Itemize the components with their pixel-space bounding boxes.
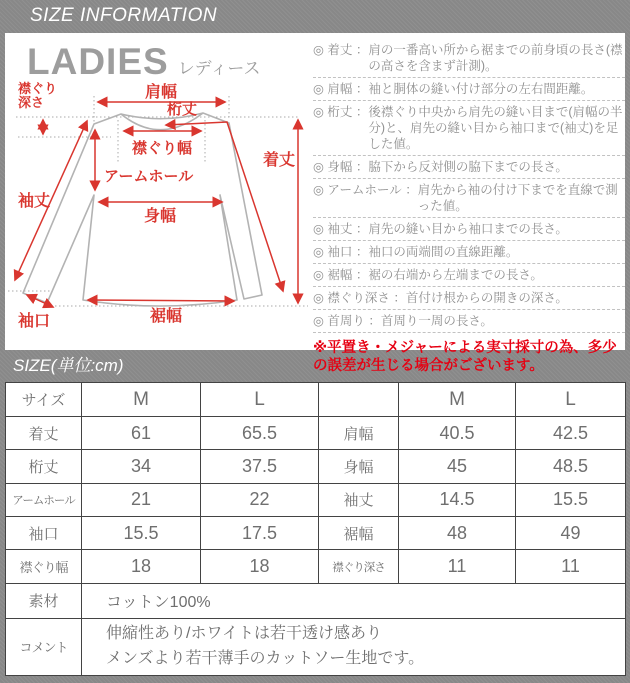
garment-diagram <box>8 80 310 346</box>
cell-value: 18 <box>82 550 201 583</box>
row-label: 裾幅 <box>319 517 399 550</box>
definition-description: 裾の右端から左端までの長さ。 <box>368 268 543 282</box>
measurement-note: ※平置き・メジャーによる実寸採寸の為、多少の誤差が生じる場合がございます。 <box>313 340 617 374</box>
measure-arrows <box>15 102 298 307</box>
comment-row <box>6 618 626 675</box>
table-row <box>6 417 626 450</box>
row-label: 袖丈 <box>319 483 399 516</box>
guide-lines <box>8 96 308 306</box>
definition-item <box>313 39 625 78</box>
header-cell <box>319 383 399 417</box>
cell-value: 11 <box>516 550 626 583</box>
table-row <box>6 483 626 516</box>
cell-value: 42.5 <box>516 417 626 450</box>
cell-value: 34 <box>82 450 201 483</box>
size-table-body <box>6 417 626 584</box>
cell-value: 14.5 <box>399 483 516 516</box>
comment-label: コメント <box>6 618 82 675</box>
cell-value: 11 <box>399 550 516 583</box>
cell-value: 15.5 <box>516 483 626 516</box>
comment-value <box>82 618 626 675</box>
cell-value: 22 <box>201 483 319 516</box>
definition-term: ◎ 肩幅 ： <box>313 82 369 96</box>
cell-value: 65.5 <box>201 417 319 450</box>
definition-item <box>313 179 625 218</box>
label-hem-width: 裾幅 <box>149 308 183 325</box>
definition-term: ◎ 首周り ： <box>313 314 381 328</box>
comment-line-1: 伸縮性あり/ホワイトは若干透け感あり <box>106 625 382 643</box>
cell-value: 61 <box>82 417 201 450</box>
label-body-width: 身幅 <box>143 208 177 225</box>
definition-item <box>313 310 625 333</box>
cell-value: 49 <box>516 517 626 550</box>
definition-description: 袖口の両端間の直線距離。 <box>368 245 519 259</box>
cell-value: 40.5 <box>399 417 516 450</box>
label-neck-depth-2: 深さ <box>18 95 45 110</box>
definition-term: ◎ 身幅 ： <box>313 160 369 174</box>
definition-item <box>313 287 625 310</box>
table-row <box>6 550 626 583</box>
definition-term: ◎ 襟ぐり深さ ： <box>313 291 406 305</box>
label-sleeve-total: 桁丈 <box>166 101 198 118</box>
definition-term: ◎ 袖丈 ： <box>313 222 369 236</box>
header-cell: M <box>82 383 201 417</box>
definition-description: 肩先から袖の付け下までを直線で測った値。 <box>417 183 618 213</box>
cell-value: 21 <box>82 483 201 516</box>
ladies-subtitle: レディース <box>177 59 261 78</box>
cell-value: 17.5 <box>201 517 319 550</box>
comment-line-2: メンズより若干薄手のカットソー生地です。 <box>106 649 425 667</box>
definition-description: 首付け根からの開きの深さ。 <box>405 291 568 305</box>
definition-description: 肩の一番高い所から裾までの前身頃の長さ(襟の高さを含まず計測)。 <box>368 43 623 73</box>
definition-item <box>313 156 625 179</box>
definition-term: ◎ 袖口 ： <box>313 245 369 259</box>
definition-term: ◎ アームホール ： <box>313 183 418 197</box>
cell-value: 15.5 <box>82 517 201 550</box>
label-neck-depth-1: 襟ぐり <box>18 81 58 96</box>
ladies-title: LADIES <box>27 41 169 82</box>
cell-value: 18 <box>201 550 319 583</box>
definition-description: 肩先の縫い目から袖口までの長さ。 <box>368 222 568 236</box>
row-label: 桁丈 <box>6 450 82 483</box>
row-label: 肩幅 <box>319 417 399 450</box>
label-shoulder-width: 肩幅 <box>144 84 178 101</box>
definition-description: 首周り一周の長さ。 <box>380 314 493 328</box>
definition-description: 袖と胴体の縫い付け部分の左右間距離。 <box>368 82 594 96</box>
row-label: 袖口 <box>6 517 82 550</box>
definition-description: 後襟ぐり中央から肩先の縫い目まで(肩幅の半分)と、肩先の縫い目から袖口まで(袖丈)を足した値。 <box>368 105 623 151</box>
row-label: 襟ぐり幅 <box>6 550 82 583</box>
definition-term: ◎ 桁丈 ： <box>313 105 369 119</box>
cell-value: 48 <box>399 517 516 550</box>
definitions-list <box>313 39 625 333</box>
label-neck-width: 襟ぐり幅 <box>131 140 193 157</box>
definition-item <box>313 78 625 101</box>
size-section-title: SIZE(単位:cm) <box>13 356 124 375</box>
definitions-panel <box>313 39 625 375</box>
material-row <box>6 583 626 618</box>
cell-value: 48.5 <box>516 450 626 483</box>
cell-value: 45 <box>399 450 516 483</box>
size-table-panel <box>5 382 625 676</box>
page-title: SIZE INFORMATION <box>30 5 218 26</box>
size-table <box>5 382 626 676</box>
label-length: 着丈 <box>262 152 296 169</box>
definition-item <box>313 218 625 241</box>
cell-value: 37.5 <box>201 450 319 483</box>
label-sleeve-length: 袖丈 <box>18 193 51 210</box>
definition-item <box>313 101 625 156</box>
header-cell: L <box>516 383 626 417</box>
label-armhole: アームホール <box>104 168 194 185</box>
size-table-header-row <box>6 383 626 417</box>
ladies-heading <box>27 41 260 83</box>
definition-item <box>313 241 625 264</box>
row-label: 着丈 <box>6 417 82 450</box>
table-row <box>6 517 626 550</box>
header-cell: M <box>399 383 516 417</box>
definition-term: ◎ 着丈 ： <box>313 43 369 57</box>
table-row <box>6 450 626 483</box>
label-cuff: 袖口 <box>18 313 51 330</box>
row-label: アームホール <box>6 483 82 516</box>
header-cell: L <box>201 383 319 417</box>
header-cell: サイズ <box>6 383 82 417</box>
row-label: 身幅 <box>319 450 399 483</box>
material-label: 素材 <box>6 583 82 618</box>
row-label: 襟ぐり深さ <box>319 550 399 583</box>
material-value: コットン100% <box>82 583 626 618</box>
definition-description: 脇下から反対側の脇下までの長さ。 <box>368 160 568 174</box>
definition-term: ◎ 裾幅 ： <box>313 268 369 282</box>
definition-item <box>313 264 625 287</box>
